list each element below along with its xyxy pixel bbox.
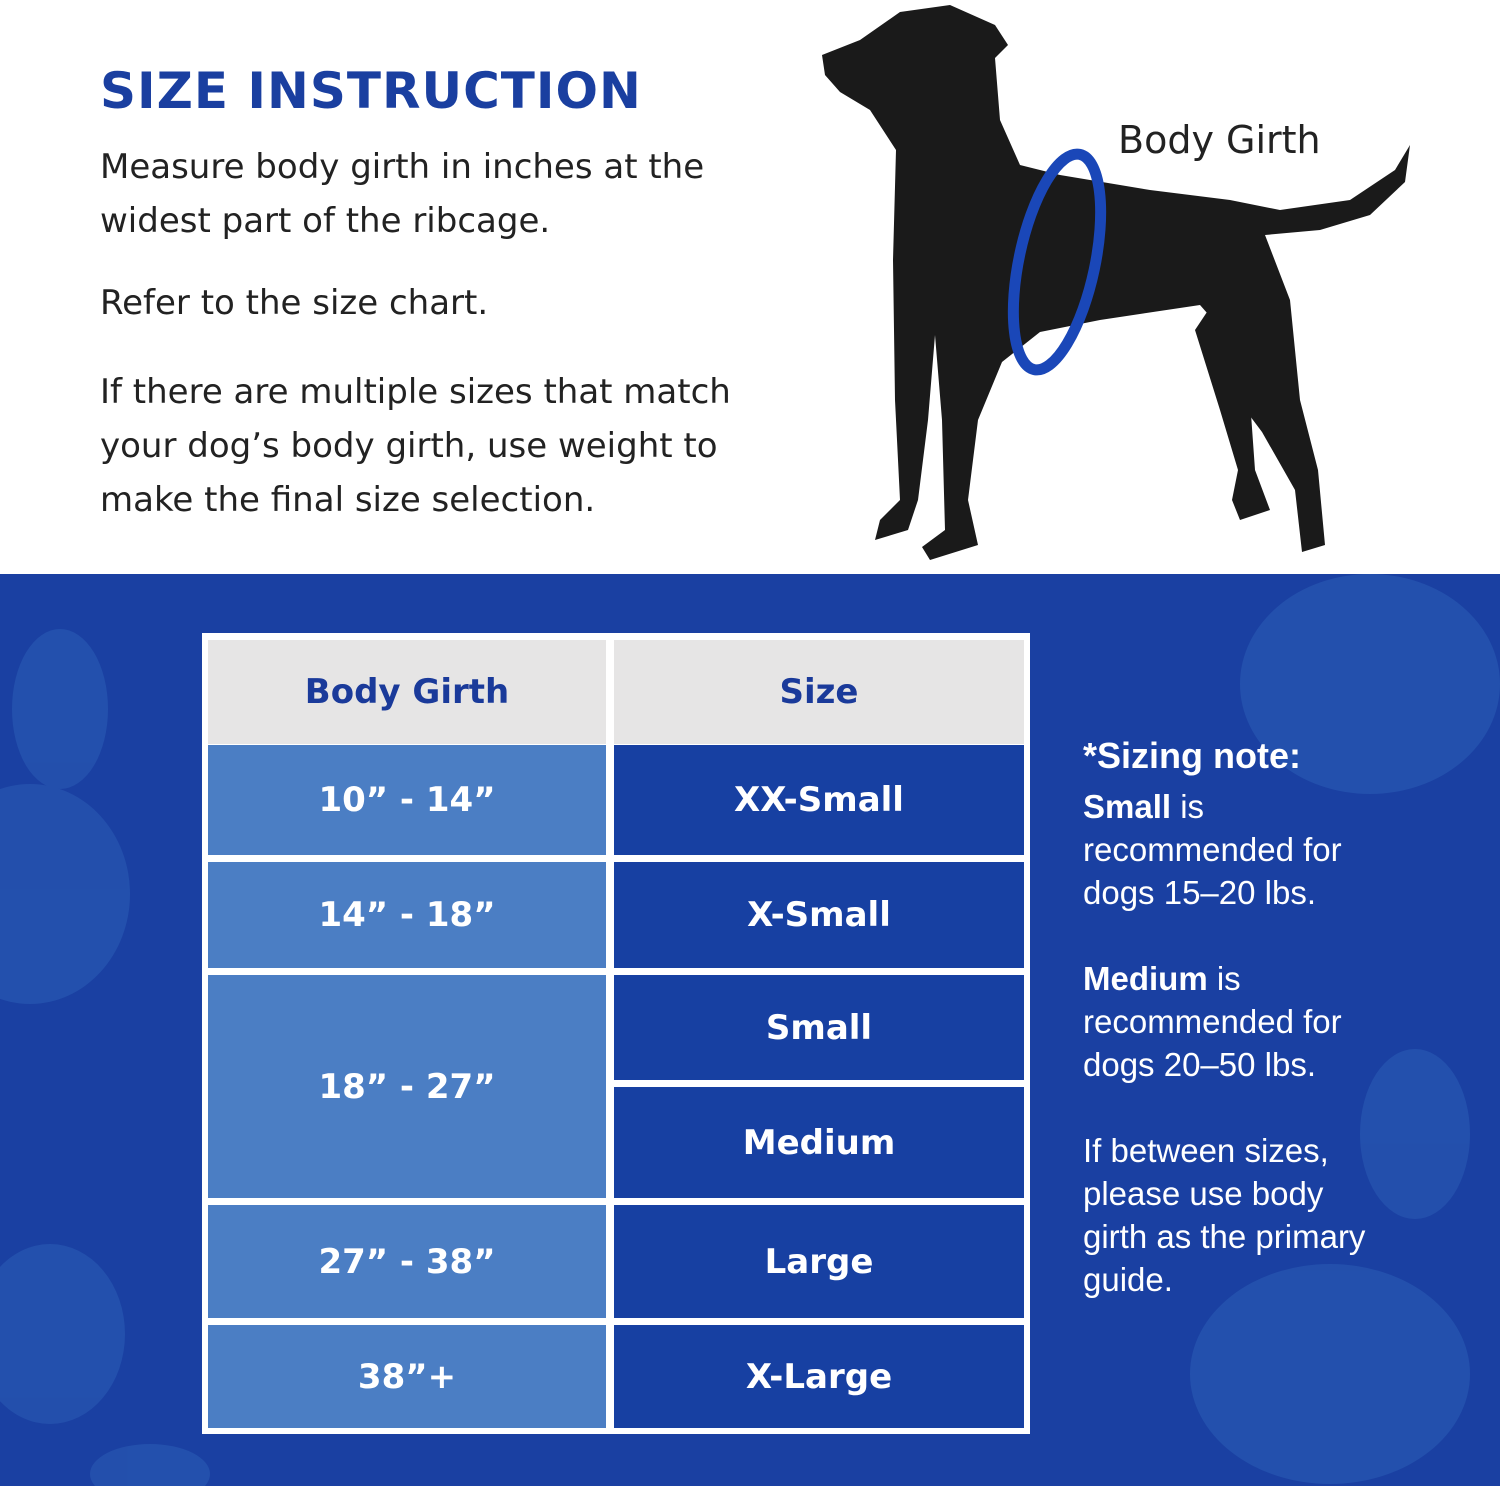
size-cell: Small [614, 975, 1024, 1080]
note-small [1083, 785, 1383, 914]
size-cell: X-Small [614, 862, 1024, 968]
instruction-refer: Refer to the size chart. [100, 283, 489, 323]
header-body-girth: Body Girth [208, 640, 606, 744]
girth-cell: 38”+ [208, 1325, 606, 1428]
size-chart-section [0, 574, 1500, 1486]
girth-cell: 10” - 14” [208, 745, 606, 855]
dog-silhouette-icon [0, 0, 1500, 574]
note-medium-size: Medium [1083, 960, 1208, 997]
size-chart-table [202, 633, 1030, 1434]
size-cell: Large [614, 1205, 1024, 1318]
body-girth-label: Body Girth [1118, 118, 1321, 162]
size-cell: XX-Small [614, 745, 1024, 855]
sizing-note-title: *Sizing note: [1083, 735, 1301, 776]
instruction-section [0, 0, 1500, 574]
page-title: SIZE INSTRUCTION [100, 62, 642, 120]
girth-cell: 18” - 27” [208, 975, 606, 1198]
note-small-text: is recommended for dogs 15–20 lbs. [1083, 788, 1342, 911]
size-cell: X-Large [614, 1325, 1024, 1428]
note-between: If between sizes, please use body girth as the primary guide. [1083, 1132, 1366, 1298]
size-cell: Medium [614, 1087, 1024, 1198]
dog-body [822, 5, 1410, 560]
note-small-size: Small [1083, 788, 1172, 825]
instruction-multiple: If there are multiple sizes that match your dog’s body girth, use weight to make the final size selection. [100, 372, 731, 520]
note-medium-text: is recommended for dogs 20–50 lbs. [1083, 960, 1342, 1083]
instruction-measure: Measure body girth in inches at the widest part of the ribcage. [100, 147, 705, 241]
girth-cell: 27” - 38” [208, 1205, 606, 1318]
header-size: Size [614, 640, 1024, 744]
note-medium [1083, 957, 1383, 1086]
girth-cell: 14” - 18” [208, 862, 606, 968]
sizing-note [1083, 734, 1383, 1344]
